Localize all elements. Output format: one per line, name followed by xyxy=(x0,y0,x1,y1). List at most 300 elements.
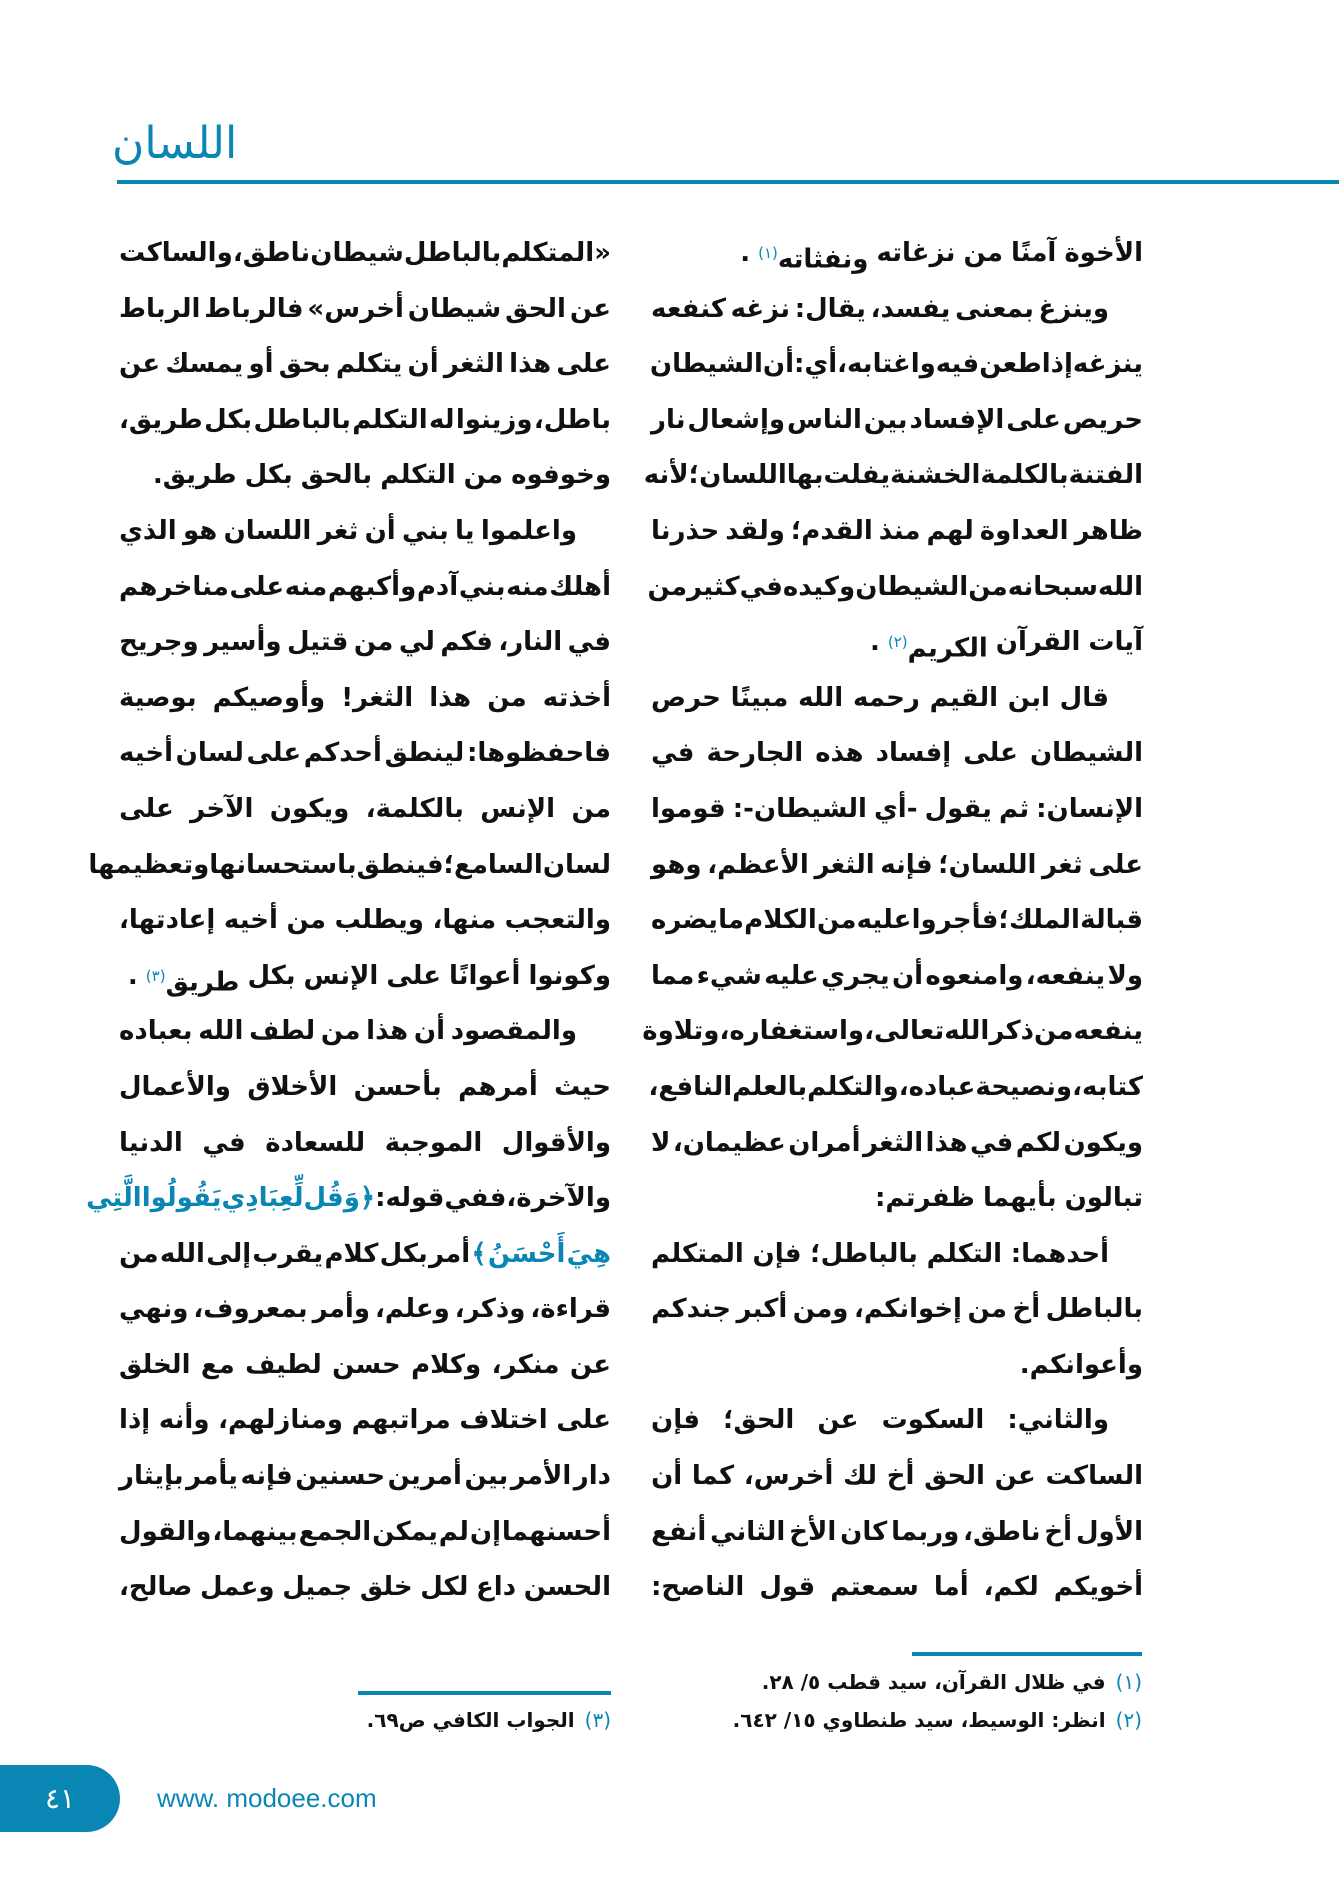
word: الجمع xyxy=(298,1516,372,1547)
word: يا xyxy=(455,515,475,546)
word: الثغر! xyxy=(341,682,414,713)
word: ثغر xyxy=(1042,849,1083,880)
word: في xyxy=(202,1127,246,1158)
word: فكم xyxy=(440,627,493,658)
word: النار، xyxy=(498,627,563,658)
word: سبحانه xyxy=(1007,571,1098,602)
text-line xyxy=(119,615,611,671)
word: فإن xyxy=(651,1405,701,1436)
word: إن xyxy=(469,1516,501,1547)
footnote-2 xyxy=(733,1708,1142,1732)
word: أمرهم xyxy=(458,1071,538,1102)
word: وإشعال xyxy=(687,404,786,435)
quran-word: لِّعِبَادِي xyxy=(221,1183,304,1214)
word: للسعادة xyxy=(265,1127,366,1158)
word: السكوت xyxy=(881,1405,985,1436)
word: نزغه xyxy=(730,293,791,324)
text-line xyxy=(651,226,1143,282)
word: منه xyxy=(284,571,328,602)
punctuation: . xyxy=(869,627,880,658)
footnote-text: انظر: الوسيط، سيد طنطاوي ١٥/ ٦٤٢. xyxy=(732,1708,1106,1732)
word: وأوصيكم xyxy=(212,682,326,713)
word: الذي xyxy=(119,515,177,546)
word: عن xyxy=(569,1349,611,1380)
word: مما xyxy=(651,960,695,991)
word: هذا xyxy=(925,1127,968,1158)
word: لسان xyxy=(175,738,244,769)
text-line xyxy=(651,726,1143,782)
word: القدم؛ xyxy=(790,515,873,546)
word: بأحسن xyxy=(353,1071,442,1102)
word: والساكت xyxy=(119,238,233,268)
word: فإنه xyxy=(880,849,933,880)
word: وكلام xyxy=(411,1349,482,1380)
word: والمقصود xyxy=(450,1016,577,1047)
quran-word: أَحْسَنُ xyxy=(487,1238,566,1269)
word: ظاهر xyxy=(1074,515,1143,546)
word: ومنازلهم، xyxy=(218,1405,343,1436)
word: ابن xyxy=(1007,682,1050,713)
word: اللسان؛ xyxy=(688,460,787,491)
word: بحق xyxy=(278,349,331,380)
word: أن xyxy=(407,349,439,380)
word: أخرس، xyxy=(743,1461,834,1492)
word: الإنس xyxy=(480,793,556,824)
word: الإنسان: xyxy=(1036,793,1143,824)
text-line xyxy=(651,1227,1143,1283)
word: على xyxy=(556,349,611,380)
word: من xyxy=(816,905,857,936)
word: في xyxy=(567,627,611,658)
word: ناطق، xyxy=(232,238,311,268)
word: الملك؛ xyxy=(998,905,1080,936)
word: عن xyxy=(569,293,611,324)
word: وكونوا xyxy=(528,960,611,991)
word: الناس xyxy=(786,404,862,435)
text-line xyxy=(651,1505,1143,1561)
word: فيه xyxy=(935,349,980,380)
text-line xyxy=(119,282,611,338)
word: حسن xyxy=(332,1349,401,1380)
word: لهم xyxy=(926,515,974,546)
word: المتكلم xyxy=(651,1238,744,1269)
word: أخيه xyxy=(119,738,174,769)
word: الثغر xyxy=(443,349,504,380)
word: لينطق xyxy=(384,738,465,769)
word: على xyxy=(386,960,442,991)
word: بالكلمة، xyxy=(365,793,464,824)
text-line xyxy=(642,1004,1143,1060)
word: مناخرهم xyxy=(119,571,229,602)
word: الآخر xyxy=(190,793,254,824)
word: صالح، xyxy=(119,1572,193,1603)
word: من xyxy=(463,460,504,491)
word: من xyxy=(571,793,611,824)
word: مراتبهم xyxy=(351,1405,451,1436)
footnote-number: (٢) xyxy=(1115,1708,1142,1732)
word: الدنيا xyxy=(119,1127,183,1158)
word: وأنه xyxy=(158,1405,210,1436)
word: دار xyxy=(573,1461,611,1492)
word: حريص xyxy=(1062,404,1143,435)
word: هو xyxy=(182,515,218,546)
word: نار xyxy=(651,404,686,435)
footnote-text: الجواب الكافي ص٦٩. xyxy=(366,1708,575,1732)
word: يمسك xyxy=(165,349,244,380)
word: هذا xyxy=(429,682,472,713)
word: داع xyxy=(476,1572,517,1603)
word: أخذته xyxy=(542,682,611,713)
word: القيم xyxy=(929,682,999,713)
word: ويطلب xyxy=(334,905,424,936)
text-line xyxy=(119,1227,611,1283)
word: بالباطل xyxy=(403,238,502,268)
word: «المتكلم xyxy=(501,238,611,268)
word: والتعجب xyxy=(504,905,611,936)
word: لا xyxy=(651,1127,671,1158)
word: أن xyxy=(762,349,795,380)
word: ولا xyxy=(1107,960,1143,991)
word: اللسان xyxy=(223,515,312,546)
punctuation: . xyxy=(127,960,138,991)
quran-word: ﴾ xyxy=(471,1238,487,1269)
word: والتكلم xyxy=(807,1071,899,1102)
word: وكيده xyxy=(782,571,856,602)
word: بها xyxy=(786,460,824,491)
word: قتيل xyxy=(286,627,349,658)
word: وأكبهم xyxy=(327,571,417,602)
text-line xyxy=(651,671,1143,727)
word: وربما xyxy=(891,1516,960,1547)
word: ونفثاته$^{(١)}$ xyxy=(758,244,869,275)
word: هذه xyxy=(815,738,864,769)
word: رحمه xyxy=(852,682,920,713)
word: من xyxy=(119,1238,159,1269)
word: من xyxy=(353,627,394,658)
word: بني xyxy=(458,571,506,602)
text-line xyxy=(119,1338,611,1394)
word: طريق$^{(٣)}$ xyxy=(145,966,240,998)
word: فينطق xyxy=(356,849,444,880)
word: أن xyxy=(364,515,396,546)
word: العداوة xyxy=(979,515,1069,546)
word: فأجروا xyxy=(911,905,999,936)
word: منها، xyxy=(432,905,497,936)
word: ونصيحة xyxy=(975,1071,1073,1102)
word: هذا xyxy=(509,349,552,380)
text-line xyxy=(651,1171,1143,1227)
word: من xyxy=(967,1294,1007,1325)
text-line xyxy=(651,1560,1143,1616)
word: بالحق xyxy=(300,460,373,491)
word: يجري xyxy=(821,960,890,991)
word: الخشنة xyxy=(890,460,981,491)
word: كثير xyxy=(687,571,740,602)
word: الأخ xyxy=(789,1516,837,1547)
word: على xyxy=(556,1405,611,1436)
text-line xyxy=(119,393,611,449)
word: كتابه، xyxy=(1072,1071,1143,1102)
word: لك xyxy=(843,1461,878,1492)
left-column xyxy=(86,226,611,1616)
word: أنفع xyxy=(651,1516,707,1547)
word: ثم xyxy=(998,793,1030,824)
word: الشيطان xyxy=(649,349,763,380)
word: السامع؛ xyxy=(443,849,543,880)
word: أهلك xyxy=(549,571,611,602)
word: بالباطل xyxy=(253,404,351,435)
word: بكل xyxy=(379,1238,428,1269)
word: قبالة xyxy=(1080,905,1143,936)
word: نزغاته xyxy=(876,238,956,268)
word: الرباط xyxy=(119,293,201,324)
quran-word: الَّتِي xyxy=(86,1183,142,1214)
word: الشيطان xyxy=(1029,738,1143,769)
word: أخ xyxy=(1012,1294,1041,1325)
word: على xyxy=(963,738,1018,769)
word: واعلموا xyxy=(480,515,577,546)
word: إلى xyxy=(206,1238,252,1269)
word: القرآن xyxy=(995,627,1081,658)
word: بمعروف، xyxy=(193,1294,308,1325)
word: الكريم$^{(٢)}$ xyxy=(887,633,988,664)
word: الحق؛ xyxy=(723,1405,795,1436)
word: وتعظيمها xyxy=(88,849,210,880)
word: يتكلم xyxy=(335,349,403,380)
word: لأنه xyxy=(643,460,689,491)
word: عباده، xyxy=(898,1071,976,1102)
word: يأمر xyxy=(186,1461,238,1492)
word: منكر، xyxy=(491,1349,560,1380)
word: وعلم، xyxy=(374,1294,450,1325)
word: اللسان؛ xyxy=(938,849,1037,880)
word: بأيهما xyxy=(982,1183,1057,1214)
word: ظفرتم: xyxy=(875,1183,975,1214)
word: سمعتم xyxy=(830,1572,919,1603)
word: وتلاوة xyxy=(642,1016,720,1047)
word: ينفعه xyxy=(1073,1016,1143,1047)
word: ذكر xyxy=(989,1016,1034,1047)
footnote-ref: (٣) xyxy=(145,966,166,985)
text-line xyxy=(119,1060,611,1116)
word: أخ xyxy=(1044,1516,1073,1547)
page-number: ٤١ xyxy=(0,1765,120,1832)
footnote-1 xyxy=(762,1670,1142,1694)
word: بإيثار xyxy=(119,1461,184,1492)
text-line xyxy=(119,782,611,838)
word: مبينًا xyxy=(730,682,789,713)
word: على xyxy=(246,738,302,769)
word: جميل xyxy=(282,1572,353,1603)
word: الأمر xyxy=(510,1461,572,1492)
word: وأمر xyxy=(312,1294,370,1325)
word: والأقوال xyxy=(501,1127,611,1158)
word: له xyxy=(428,404,455,435)
word: بالباطل xyxy=(1045,1294,1143,1325)
word: أي: xyxy=(794,349,838,380)
chapter-title: اللسان xyxy=(112,118,238,169)
text-line xyxy=(119,1116,611,1172)
word: طعن xyxy=(979,349,1042,380)
word: فإنه xyxy=(240,1461,293,1492)
word: يقرب xyxy=(252,1238,324,1269)
word: الأخلاق xyxy=(247,1071,338,1102)
word: طريق. xyxy=(152,460,237,491)
word: لكم xyxy=(1015,1127,1062,1158)
text-line xyxy=(119,560,611,616)
text-line xyxy=(651,1338,1143,1394)
word: يمكن xyxy=(372,1516,438,1547)
word: بين xyxy=(863,404,908,435)
word: من xyxy=(320,1016,361,1047)
word: وذكر، xyxy=(454,1294,526,1325)
text-line xyxy=(119,1449,611,1505)
word: بينهما، xyxy=(212,1516,298,1547)
word: بالباطل؛ xyxy=(810,1238,918,1269)
text-line xyxy=(651,1449,1143,1505)
word: بكل xyxy=(247,960,296,991)
word: ينزغه xyxy=(1072,349,1143,380)
text-line xyxy=(86,1171,611,1227)
word: أخ xyxy=(886,1461,915,1492)
word: أن xyxy=(651,1461,683,1492)
word: ومن xyxy=(792,1294,849,1325)
quran-word: وَقُل xyxy=(303,1183,360,1214)
word: في xyxy=(969,1127,1014,1158)
text-line xyxy=(119,1004,611,1060)
text-line xyxy=(651,782,1143,838)
word: من xyxy=(968,571,1008,602)
word: وأسير xyxy=(204,627,282,658)
word: بالعلم xyxy=(732,1071,808,1102)
word: لسان xyxy=(542,849,611,880)
word: الأول xyxy=(1076,1516,1143,1547)
word: من xyxy=(1033,1016,1074,1047)
text-line xyxy=(651,1282,1143,1338)
word: اختلاف xyxy=(459,1405,548,1436)
website-link[interactable]: www. modoee.com xyxy=(157,1783,377,1813)
word: ثغر xyxy=(317,515,359,546)
word: إعادتها، xyxy=(119,905,216,936)
word: حيث xyxy=(554,1071,611,1102)
word: أمرين xyxy=(387,1461,462,1492)
text-line xyxy=(651,949,1143,1005)
word: أخويكم xyxy=(1053,1572,1143,1603)
quran-word: ﴿ xyxy=(359,1183,376,1214)
footnote-rule-right xyxy=(912,1652,1142,1656)
word: حرص xyxy=(651,682,721,713)
word: بالكلمة xyxy=(980,460,1069,491)
text-line xyxy=(119,226,611,282)
word: أن xyxy=(891,960,924,991)
word: -أي xyxy=(873,793,918,824)
punctuation: . xyxy=(740,238,751,268)
word: في xyxy=(739,571,783,602)
word: الساكت xyxy=(1045,1461,1143,1492)
word: الله xyxy=(1097,571,1143,602)
text-line xyxy=(651,838,1143,894)
word: قال xyxy=(1059,682,1109,713)
text-line xyxy=(119,893,611,949)
word: التكلم xyxy=(926,1238,1003,1269)
word: باطل، xyxy=(533,404,611,435)
word: الله xyxy=(798,682,844,713)
header-rule xyxy=(117,180,1339,184)
word: على xyxy=(229,571,285,602)
word: لي xyxy=(398,627,435,658)
word: الموجبة xyxy=(384,1127,483,1158)
word: خلق xyxy=(359,1572,413,1603)
word: وهو xyxy=(651,849,702,880)
word: ينفعه، xyxy=(1025,960,1106,991)
word: أو xyxy=(248,349,274,380)
word: فاحفظوها: xyxy=(466,738,611,769)
word: بمعنى xyxy=(955,293,1034,324)
word: ويكون xyxy=(1063,1127,1143,1158)
word: قراءة، xyxy=(530,1294,611,1325)
text-line xyxy=(648,1060,1143,1116)
word: على xyxy=(1088,849,1143,880)
text-line xyxy=(119,1393,611,1449)
word: واغتابه، xyxy=(837,349,936,380)
word: الله xyxy=(198,1016,244,1047)
text-line xyxy=(119,504,611,560)
word: شيطان xyxy=(407,293,502,324)
footnote-number: (٣) xyxy=(584,1708,611,1732)
word: جندكم xyxy=(651,1294,731,1325)
word: الحق xyxy=(505,293,566,324)
word: من xyxy=(487,682,527,713)
word: لطف xyxy=(249,1016,316,1047)
word: وينزغ xyxy=(1038,293,1109,324)
word: بعباده xyxy=(119,1016,193,1047)
word: باستحسانها xyxy=(209,849,357,880)
text-line xyxy=(647,560,1143,616)
word: الثاني xyxy=(710,1516,786,1547)
word: أحسنهما xyxy=(501,1516,611,1547)
word: النافع، xyxy=(648,1071,733,1102)
word: يفسد، xyxy=(870,293,951,324)
word: يقال: xyxy=(794,293,866,324)
word: أخيه xyxy=(223,905,278,936)
word: آيات xyxy=(1088,627,1143,658)
word: وعمل xyxy=(199,1572,275,1603)
text-line xyxy=(119,1560,611,1616)
word: طريق، xyxy=(119,404,203,435)
word: الله xyxy=(159,1238,205,1269)
word: إذا xyxy=(119,1405,151,1436)
text-line xyxy=(651,504,1143,560)
word: مع xyxy=(200,1349,235,1380)
word: قول xyxy=(759,1572,816,1603)
word: والقول xyxy=(119,1516,212,1547)
word: آمنًا xyxy=(1010,238,1057,268)
word: بني xyxy=(402,515,449,546)
word: على xyxy=(119,793,174,824)
word: أن xyxy=(413,1016,445,1047)
footnote-ref: (١) xyxy=(758,244,778,262)
word: بين xyxy=(464,1461,509,1492)
text-line xyxy=(119,671,611,727)
word: بكل xyxy=(204,404,253,435)
word: أخرس» xyxy=(307,293,404,324)
word: من xyxy=(963,238,1003,268)
word: الثغر xyxy=(814,849,875,880)
word: إفساد xyxy=(875,738,952,769)
word: شيطان xyxy=(310,238,404,268)
word: قوموا xyxy=(651,793,726,824)
word: وخوفوه xyxy=(511,460,611,491)
